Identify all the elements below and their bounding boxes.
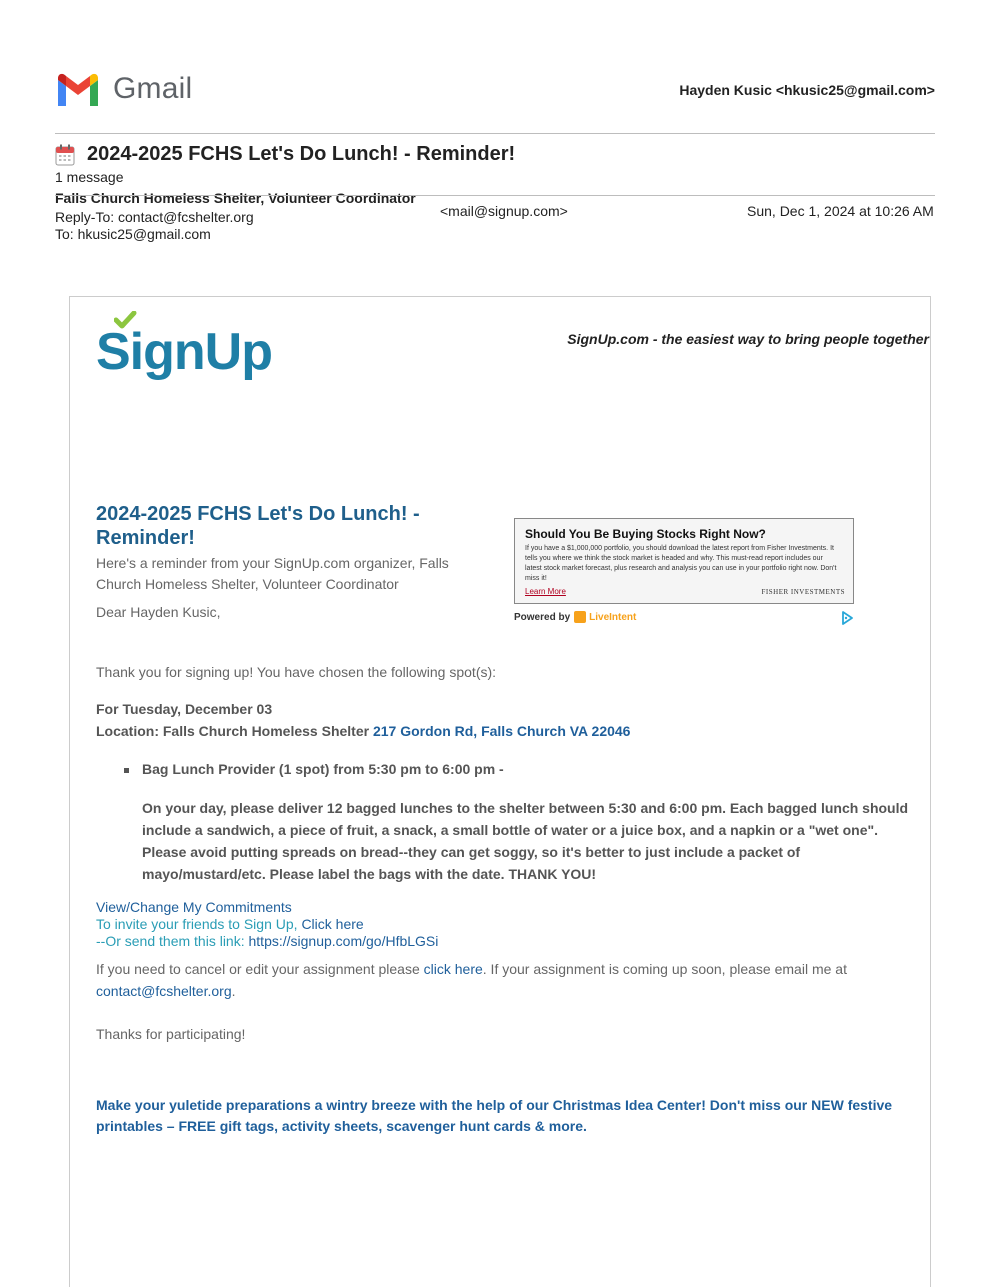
powered-by-label: Powered by: [514, 611, 571, 623]
cancel-text-2: . If your assignment is coming up soon, please email me at: [482, 961, 847, 977]
ad-brand: FISHER INVESTMENTS: [761, 588, 845, 596]
account-label: Hayden Kusic <hkusic25@gmail.com>: [679, 82, 935, 98]
spot-instructions: On your day, please deliver 12 bagged lunches to the shelter between 5:30 and 6:00 pm. Each bagged lunch should include a sandwich, a piece of fruit, a snack, a small bottle of water or a juice box, and a napkin or a "wet one". Please avoid putting spreads on bread--they can get soggy, so it's better to just include a packet of mayo/mustard/etc. Please label the bags with the date. THANK YOU!: [142, 800, 909, 882]
greeting: Dear Hayden Kusic,: [96, 604, 221, 620]
commitment-links: [96, 899, 438, 950]
spot-location: [96, 723, 630, 739]
message-date: Sun, Dec 1, 2024 at 10:26 AM: [747, 203, 934, 219]
location-address-link[interactable]: 217 Gordon Rd, Falls Church VA 22046: [372, 723, 631, 739]
header-divider: [55, 133, 935, 134]
ad-body: If you have a $1,000,000 portfolio, you should download the latest report from Fisher Investments. It tells you where we think the stock market is headed and why. This must-read report includes our latest stock market forecast, plus research and analysis you can use in your portfolio right now. Don't miss it!: [525, 545, 837, 582]
ad-title: Should You Be Buying Stocks Right Now?: [525, 527, 766, 541]
gmail-wordmark: Gmail: [113, 72, 193, 105]
spot-description: Bag Lunch Provider (1 spot) from 5:30 pm to 6:00 pm -: [142, 761, 504, 777]
organizer-intro: Here's a reminder from your SignUp.com organizer, Falls Church Homeless Shelter, Volunteer Coordinator: [96, 555, 449, 592]
gmail-m-icon: [55, 72, 101, 106]
email-subject: 2024-2025 FCHS Let's Do Lunch! - Reminder!: [87, 143, 516, 165]
liveintent-icon: [574, 611, 586, 623]
signup-logo[interactable]: [96, 312, 272, 381]
email-body-frame: [69, 296, 931, 1287]
signup-tagline: SignUp.com - the easiest way to bring people together: [567, 331, 929, 347]
message-divider: [55, 195, 935, 196]
contact-email-link[interactable]: contact@fcshelter.org: [96, 983, 232, 999]
ad-banner[interactable]: [514, 518, 854, 604]
adchoices-icon[interactable]: [841, 611, 853, 625]
cancel-click-here-link[interactable]: click here: [423, 961, 483, 977]
sender-name: Falls Church Homeless Shelter, Volunteer Coordinator: [55, 190, 416, 206]
recipient: To: hkusic25@gmail.com: [55, 226, 211, 242]
cancel-instructions: [96, 958, 906, 1002]
cancel-text: If you need to cancel or edit your assignment please: [96, 961, 424, 977]
signup-wordmark: SignUp: [96, 323, 272, 381]
christmas-promo-link[interactable]: Make your yuletide preparations a wintry breeze with the help of our Christmas Idea Center! Don't miss our NEW festive printables – FREE gift tags, activity sheets, scavenger hunt cards & more.: [96, 1097, 893, 1134]
ad-learn-more-link[interactable]: Learn More: [525, 587, 566, 596]
gmail-logo[interactable]: [55, 71, 192, 107]
powered-by: [514, 611, 636, 623]
thanks-participating: Thanks for participating!: [96, 1026, 246, 1042]
calendar-icon: [55, 144, 75, 166]
spot-item: [124, 761, 504, 777]
signup-confirmation: Thank you for signing up! You have chosen the following spot(s):: [96, 664, 497, 680]
bullet-icon: [124, 768, 129, 773]
invite-text: To invite your friends to Sign Up,: [96, 916, 302, 932]
cancel-end: .: [231, 983, 236, 999]
share-url-link[interactable]: https://signup.com/go/HfbLGSi: [248, 933, 439, 949]
send-link-text: --Or send them this link:: [96, 933, 249, 949]
location-label: Location: Falls Church Homeless Shelter: [96, 723, 373, 739]
spot-date: For Tuesday, December 03: [96, 701, 273, 717]
sender-email: <mail@signup.com>: [440, 203, 568, 219]
liveintent-wordmark: LiveIntent: [589, 611, 637, 623]
checkmark-icon: [114, 311, 138, 331]
invite-click-here-link[interactable]: Click here: [301, 916, 364, 932]
view-change-commitments-link[interactable]: View/Change My Commitments: [96, 899, 292, 915]
reply-to: Reply-To: contact@fcshelter.org: [55, 209, 254, 225]
email-heading: 2024-2025 FCHS Let's Do Lunch! - Reminder!: [96, 503, 420, 549]
subject-row: [55, 143, 515, 166]
message-count: 1 message: [55, 169, 124, 185]
